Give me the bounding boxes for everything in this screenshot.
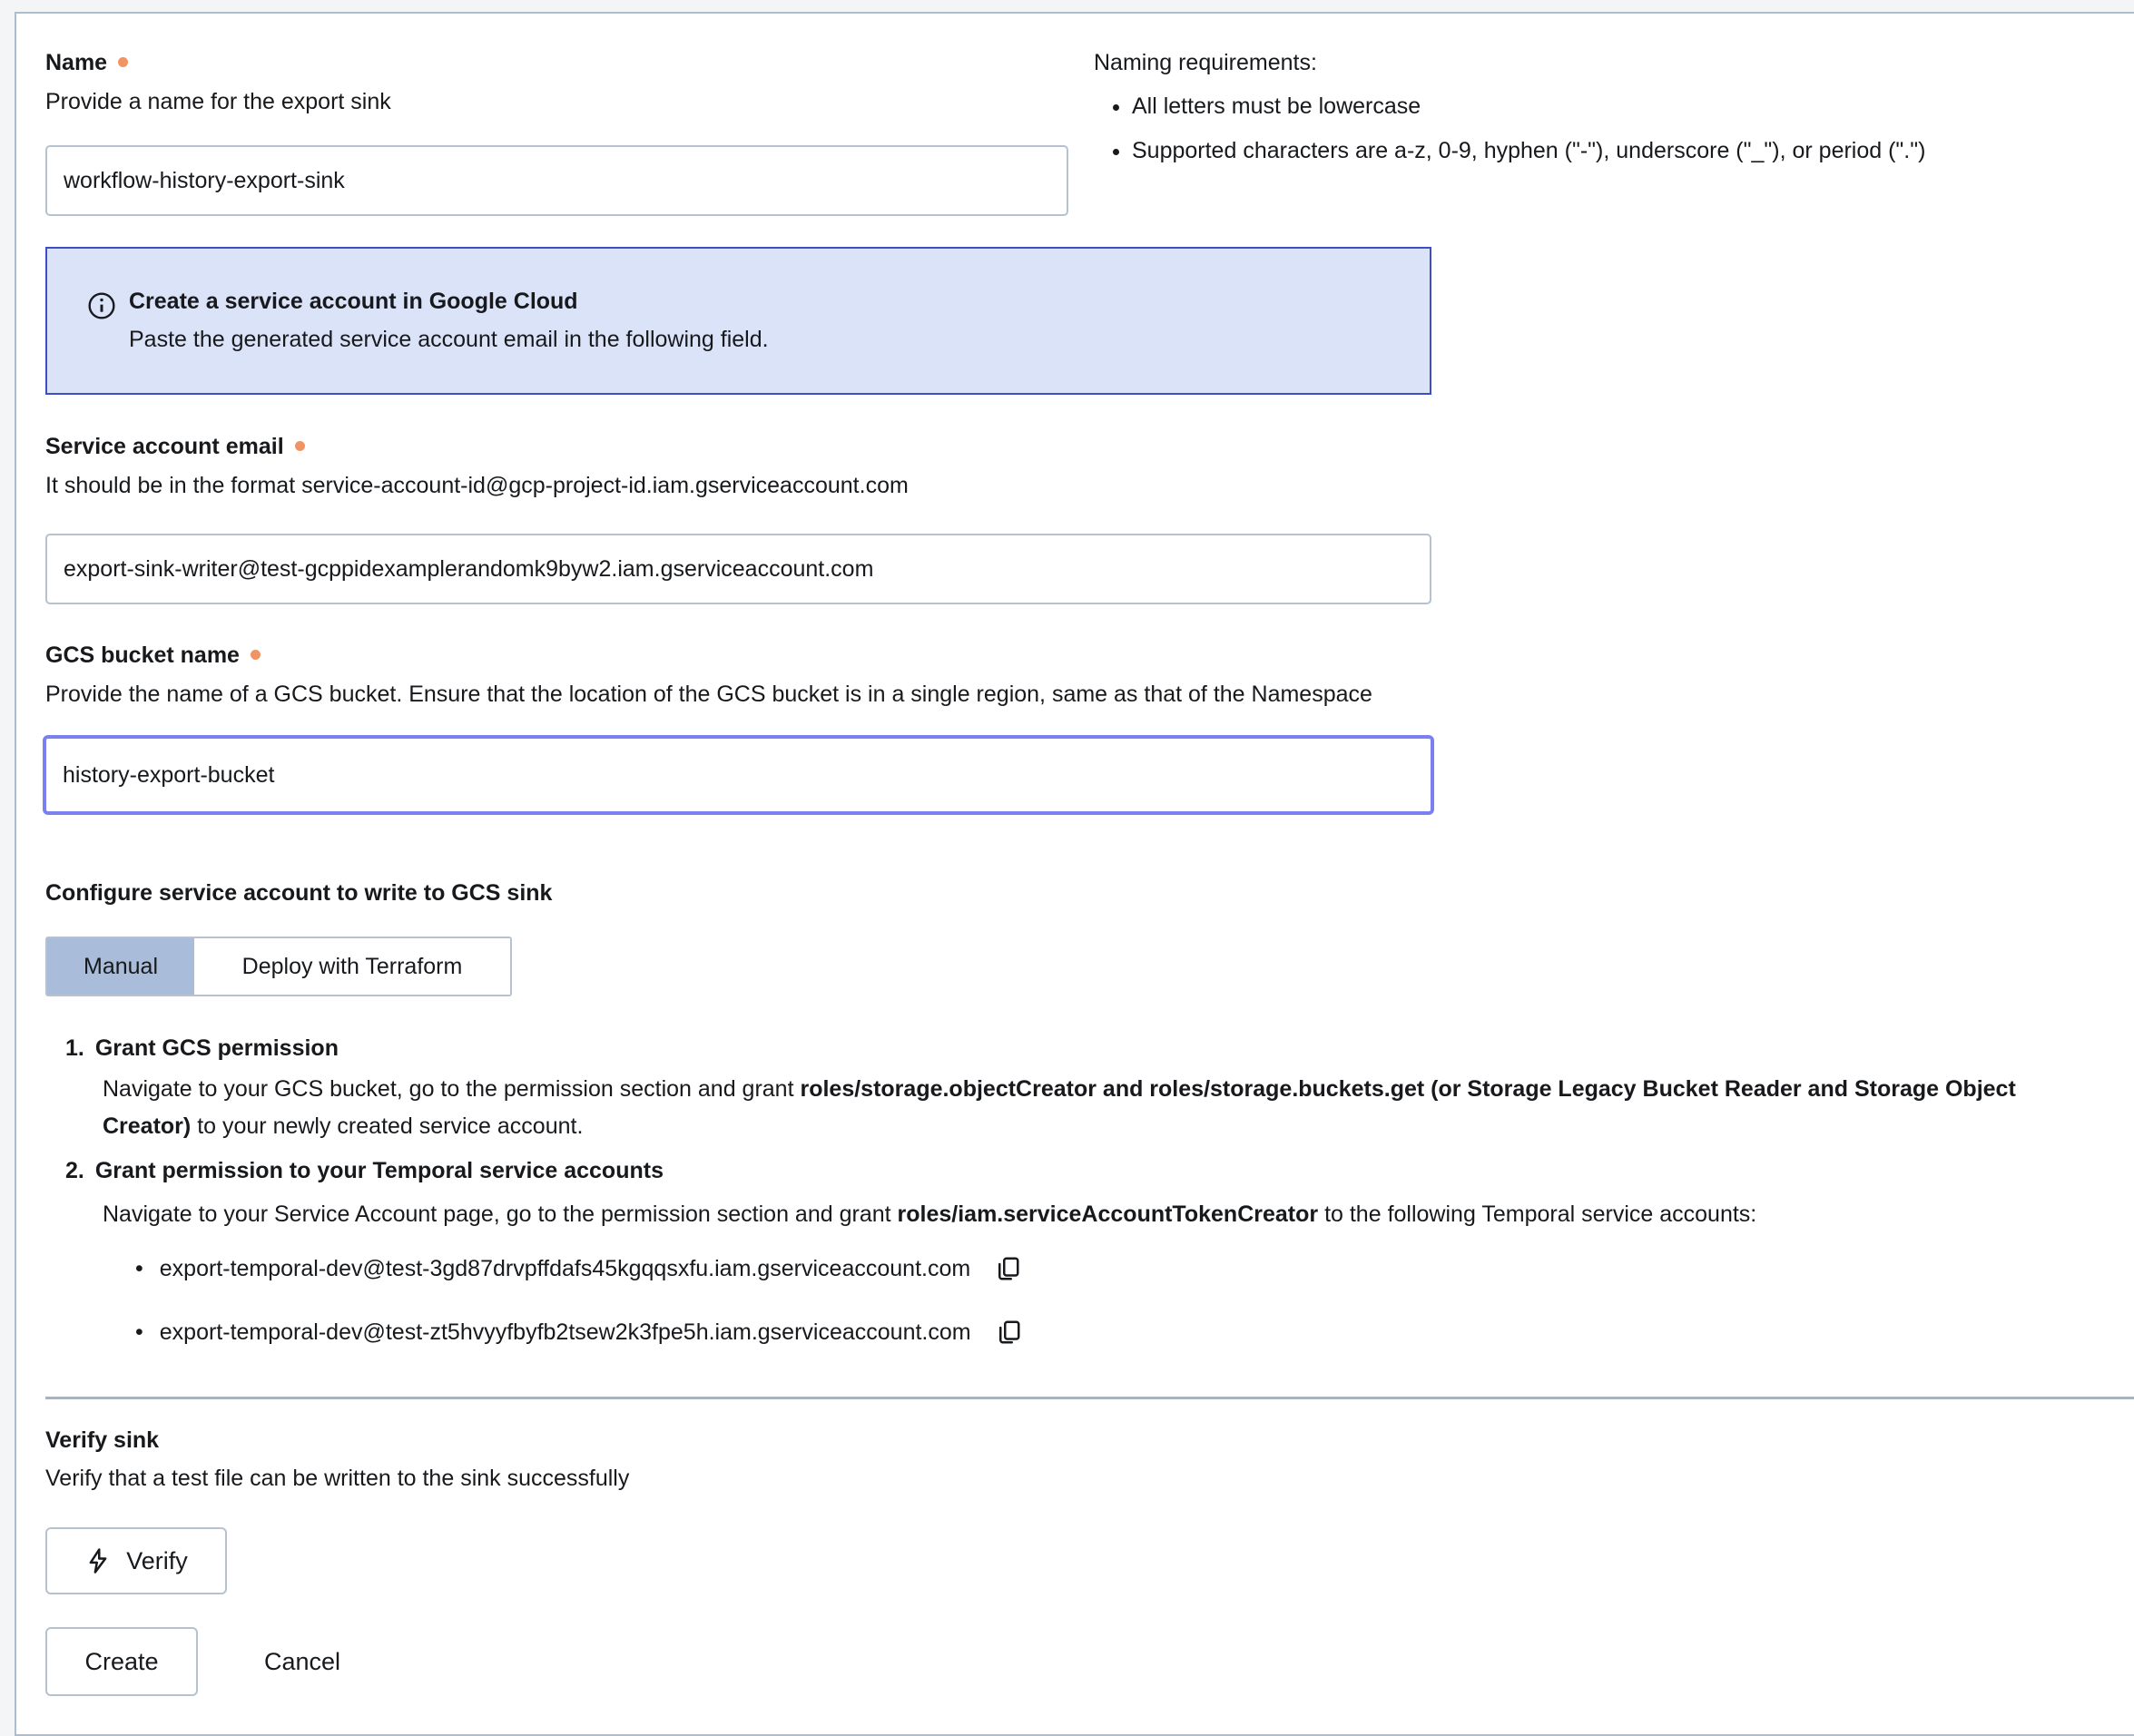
lightning-bolt-icon	[84, 1547, 112, 1574]
service-account-label-text: Service account email	[45, 434, 284, 459]
create-button-label: Create	[84, 1647, 159, 1675]
step-2-title	[65, 1155, 664, 1186]
bullet-marker: •	[135, 1255, 143, 1281]
name-input[interactable]	[45, 145, 1068, 216]
step-2-number: 2.	[65, 1158, 84, 1183]
temporal-service-account-email: export-temporal-dev@test-3gd87drvpffdafs45kgqqsxfu.iam.gserviceaccount.com	[159, 1255, 971, 1281]
step-1-number: 1.	[65, 1035, 84, 1061]
step-1-title	[65, 1033, 339, 1064]
step-1-text: Navigate to your GCS bucket, go to the permission section and grant	[103, 1076, 801, 1102]
copy-icon[interactable]	[994, 1255, 1021, 1282]
create-button[interactable]	[45, 1627, 198, 1696]
bucket-field-description: Provide the name of a GCS bucket. Ensure that the location of the GCS bucket is in a single region, same as that of the Namespace	[45, 682, 1372, 707]
naming-requirement-text: All letters must be lowercase	[1132, 93, 1421, 119]
naming-requirements-list	[1094, 91, 1925, 180]
step-1-roles-text: roles/storage.objectCreator and roles/storage.buckets.get (or Storage Legacy Bucket Reader and Storage Object Creator)	[103, 1076, 2016, 1139]
service-account-email-input[interactable]	[45, 534, 1431, 604]
section-divider	[45, 1397, 2134, 1399]
copy-icon[interactable]	[995, 1319, 1022, 1346]
verify-button-label: Verify	[126, 1546, 188, 1574]
configure-tabs	[45, 937, 512, 996]
info-circle-icon	[87, 291, 116, 320]
bucket-label-text: GCS bucket name	[45, 642, 240, 668]
verify-section-title: Verify sink	[45, 1427, 160, 1453]
step-1-title-text: Grant GCS permission	[94, 1035, 339, 1061]
naming-requirements-title: Naming requirements:	[1094, 50, 1317, 75]
info-banner-title: Create a service account in Google Cloud	[129, 289, 578, 314]
info-banner	[45, 247, 1431, 395]
configure-section-title: Configure service account to write to GCS sink	[45, 880, 553, 906]
cancel-button-label: Cancel	[263, 1647, 341, 1675]
step-2-text: Navigate to your Service Account page, go to the permission section and grant	[103, 1201, 898, 1227]
cancel-button[interactable]	[234, 1627, 370, 1696]
required-dot-icon	[118, 57, 128, 67]
required-dot-icon	[295, 441, 305, 451]
step-1-text-after: to your newly created service account.	[191, 1113, 584, 1139]
info-banner-text	[129, 287, 769, 354]
bucket-field-label	[45, 640, 261, 671]
tab-deploy-with-terraform[interactable]: Deploy with Terraform	[194, 938, 510, 995]
verify-section-description: Verify that a test file can be written to the sink successfully	[45, 1466, 630, 1491]
service-account-field-description: It should be in the format service-account-id@gcp-project-id.iam.gserviceaccount.com	[45, 473, 909, 498]
name-field-label	[45, 47, 128, 78]
temporal-service-account-email: export-temporal-dev@test-zt5hvyyfbyfb2tsew2k3fpe5h.iam.gserviceaccount.com	[159, 1319, 971, 1345]
step-2-instructions	[103, 1196, 2090, 1233]
temporal-service-account-row	[135, 1255, 1021, 1282]
temporal-service-account-row	[135, 1319, 1022, 1346]
service-account-field-label	[45, 431, 305, 462]
tab-manual[interactable]: Manual	[47, 938, 194, 995]
step-2-title-text: Grant permission to your Temporal service accounts	[94, 1158, 664, 1183]
step-2-role-text: roles/iam.serviceAccountTokenCreator	[897, 1201, 1319, 1227]
bullet-marker: •	[135, 1319, 143, 1345]
step-1-instructions	[103, 1071, 2090, 1145]
step-2-text-after: to the following Temporal service accounts:	[1318, 1201, 1757, 1227]
gcs-bucket-name-input[interactable]	[43, 735, 1434, 815]
naming-requirement-item	[1132, 91, 1925, 122]
info-banner-description: Paste the generated service account email in the following field.	[129, 327, 769, 352]
naming-requirement-item	[1132, 135, 1925, 166]
verify-button[interactable]	[45, 1527, 227, 1594]
form-card	[15, 12, 2134, 1736]
name-field-description: Provide a name for the export sink	[45, 89, 391, 114]
name-field-label-text: Name	[45, 50, 108, 75]
naming-requirement-text: Supported characters are a-z, 0-9, hyphen ("-"), underscore ("_"), or period (".")	[1132, 138, 1926, 163]
required-dot-icon	[251, 650, 261, 660]
